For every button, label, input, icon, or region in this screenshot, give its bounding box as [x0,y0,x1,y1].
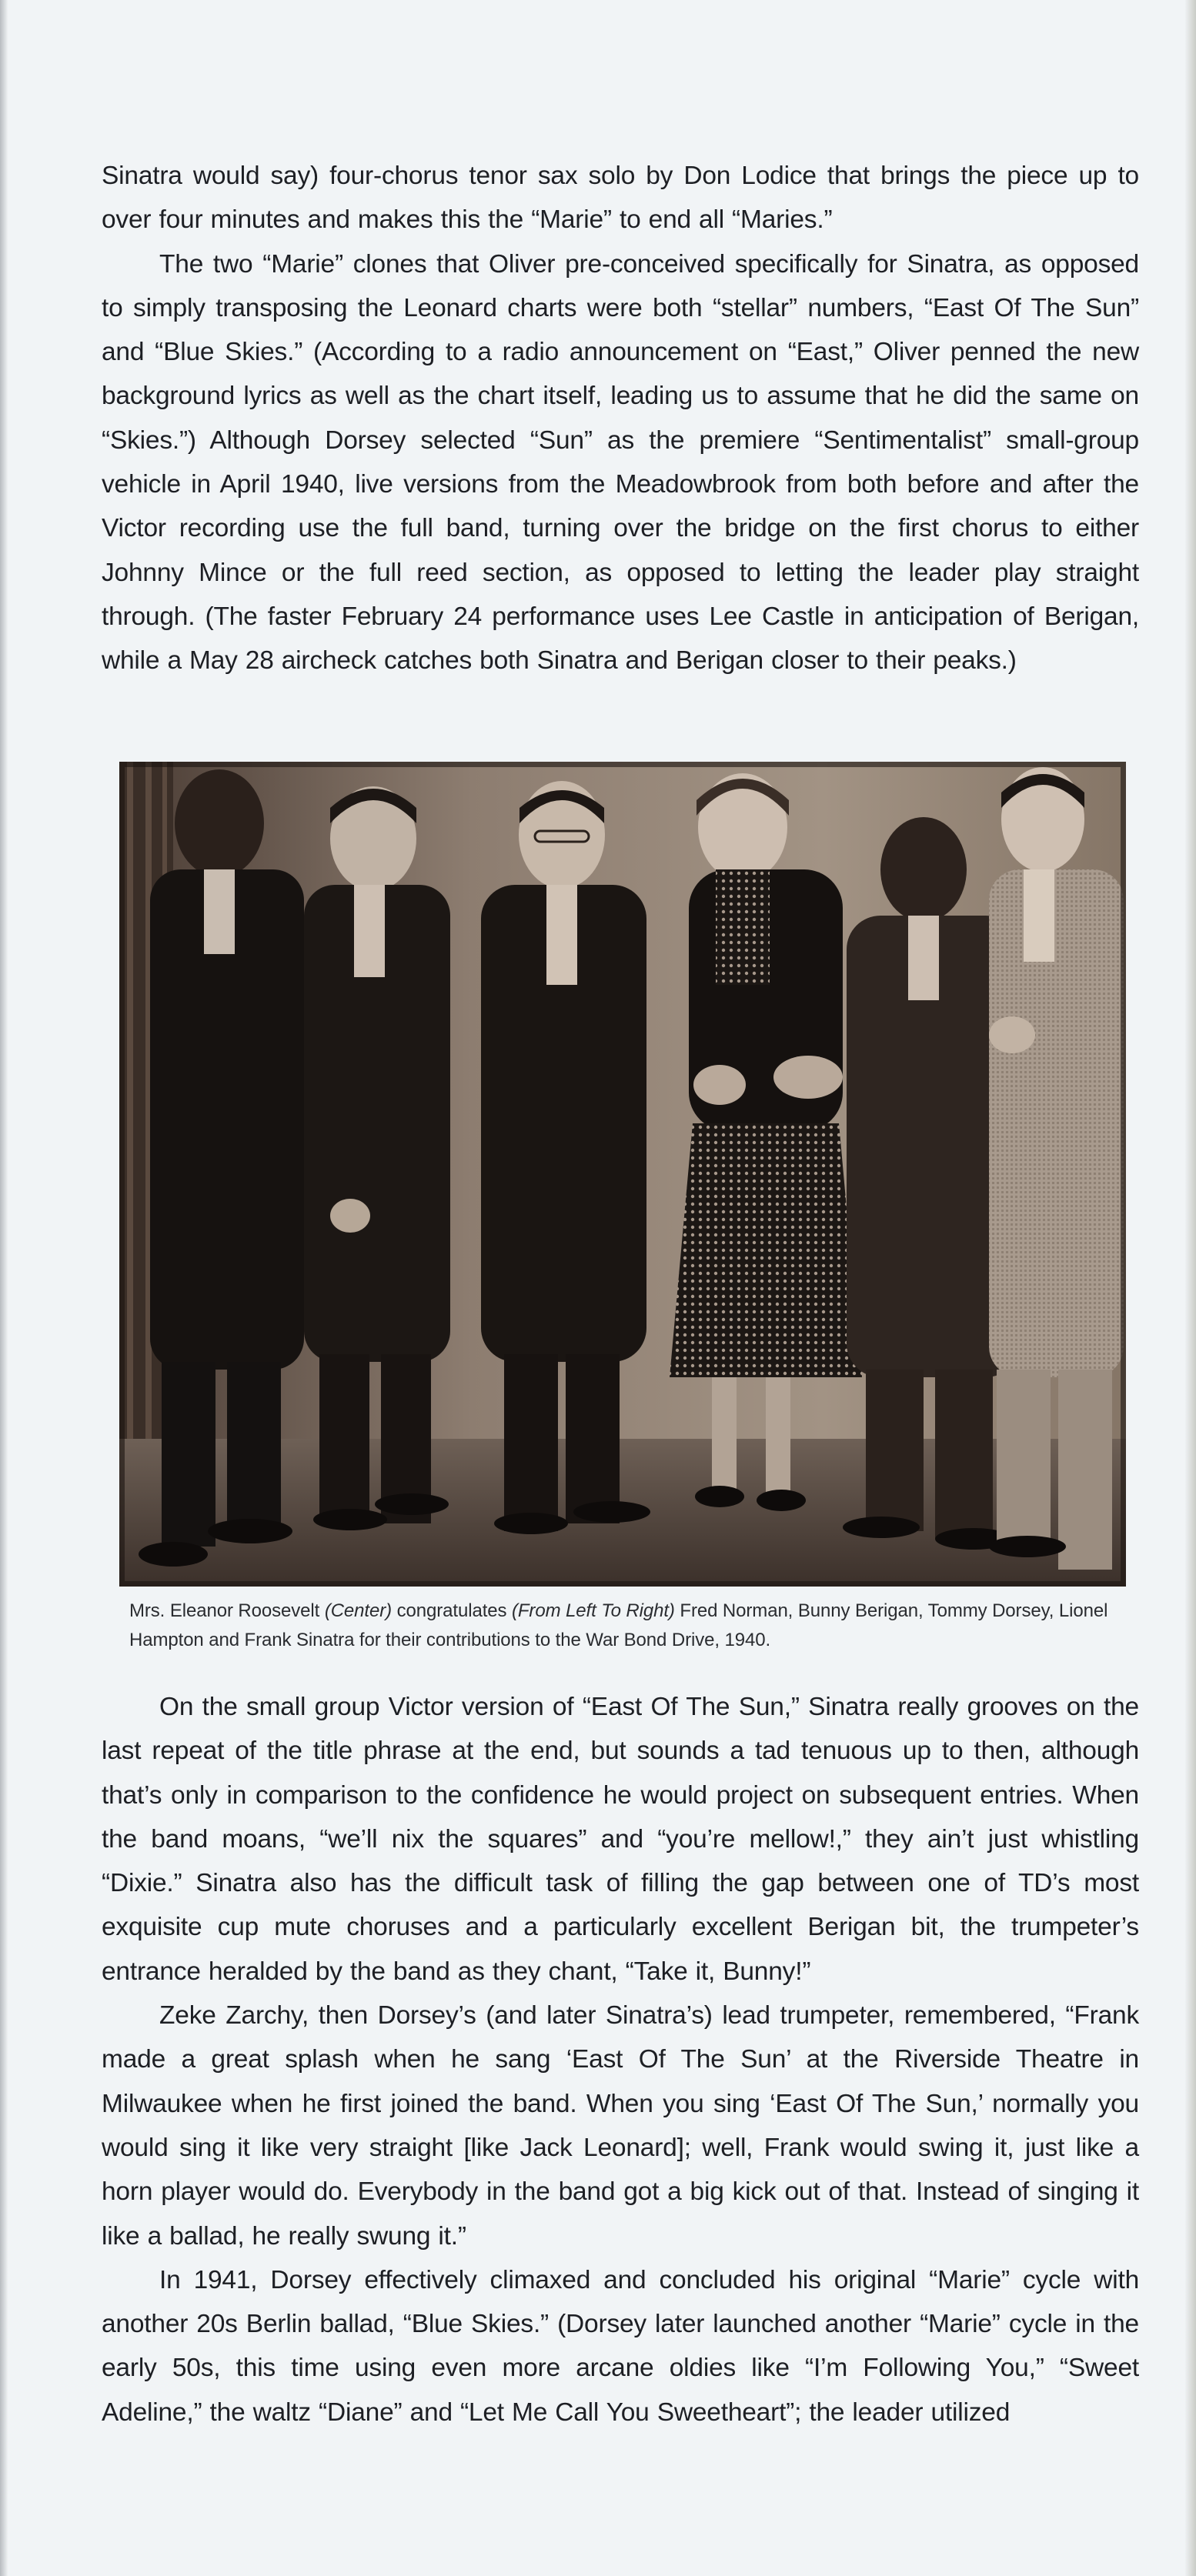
body-text-top [102,154,1139,683]
caption-left-to-right-italic: (From Left To Right) [511,1600,675,1621]
body-text-bottom [102,1685,1139,2434]
page-edge-right [1185,0,1196,2576]
caption-center-italic: (Center) [324,1600,393,1621]
caption-part-1: Mrs. Eleanor Roosevelt [129,1600,325,1621]
paragraph-2: The two “Marie” clones that Oliver pre-conceived specifically for Sinatra, as opposed to simply transposing the Leonard charts were both “stellar” numbers, “East Of The Sun” and “Blue Skies.” (According to a radio announcement on “East,” Oliver penned the new background lyrics as well as the chart itself, leading us to assume that he did the same on “Skies.”) Although Dorsey selected “Sun” as the premiere “Sentimentalist” small-group vehicle in April 1940, live versions from the Meadowbrook from both before and after the Victor recording use the full band, turning over the bridge on the first chorus to either Johnny Mince or the full reed section, as opposed to letting the leader play straight through. (The faster February 24 performance uses Lee Castle in anticipation of Berigan, while a May 28 aircheck catches both Sinatra and Berigan closer to their peaks.) [102,249,1139,676]
page-edge-left [0,0,8,2576]
caption-part-5: Fred Norman, Bunny Berigan, Tommy Dorsey, Lionel Hampton and Frank Sinatra for their contributions to the War Bond Drive, 1940. [129,1600,1108,1650]
caption-part-3: congratulates [392,1600,512,1621]
group-photograph [119,762,1126,1587]
paragraph-3: On the small group Victor version of “East Of The Sun,” Sinatra really grooves on the last repeat of the title phrase at the end, but sounds a tad tenuous up to then, although that’s only in comparison to the confidence he would project on subsequent entries. When the band moans, “we’ll nix the squares” and “you’re mellow!,” they ain’t just whistling “Dixie.” Sinatra also has the difficult task of filling the gap between one of TD’s most exquisite cup mute choruses and a particularly excellent Berigan bit, the trumpeter’s entrance heralded by the band as they chant, “Take it, Bunny!” [102,1693,1139,1986]
paragraph-1: Sinatra would say) four-chorus tenor sax solo by Don Lodice that brings the piece up to over four minutes and makes this the “Marie” to end all “Maries.” [102,162,1139,235]
photo-caption [129,1597,1130,1655]
paragraph-5: In 1941, Dorsey effectively climaxed and concluded his original “Marie” cycle with another 20s Berlin ballad, “Blue Skies.” (Dorsey later launched another “Marie” cycle in the early 50s, this time using even more arcane oldies like “I’m Following You,” “Sweet Adeline,” the waltz “Diane” and “Let Me Call You Sweetheart”; the leader utilized [102,2265,1139,2427]
paragraph-4: Zeke Zarchy, then Dorsey’s (and later Sinatra’s) lead trumpeter, remembered, “Frank made a great splash when he sang ‘East Of The Sun’ at the Riverside Theatre in Milwaukee when he first joined the band. When you sing ‘East Of The Sun,’ normally you would sing it like very straight [like Jack Leonard]; well, Frank would swing it, just like a horn player would do. Everybody in the band got a big kick out of that. Instead of singing it like a ballad, he really swung it.” [102,2001,1139,2251]
